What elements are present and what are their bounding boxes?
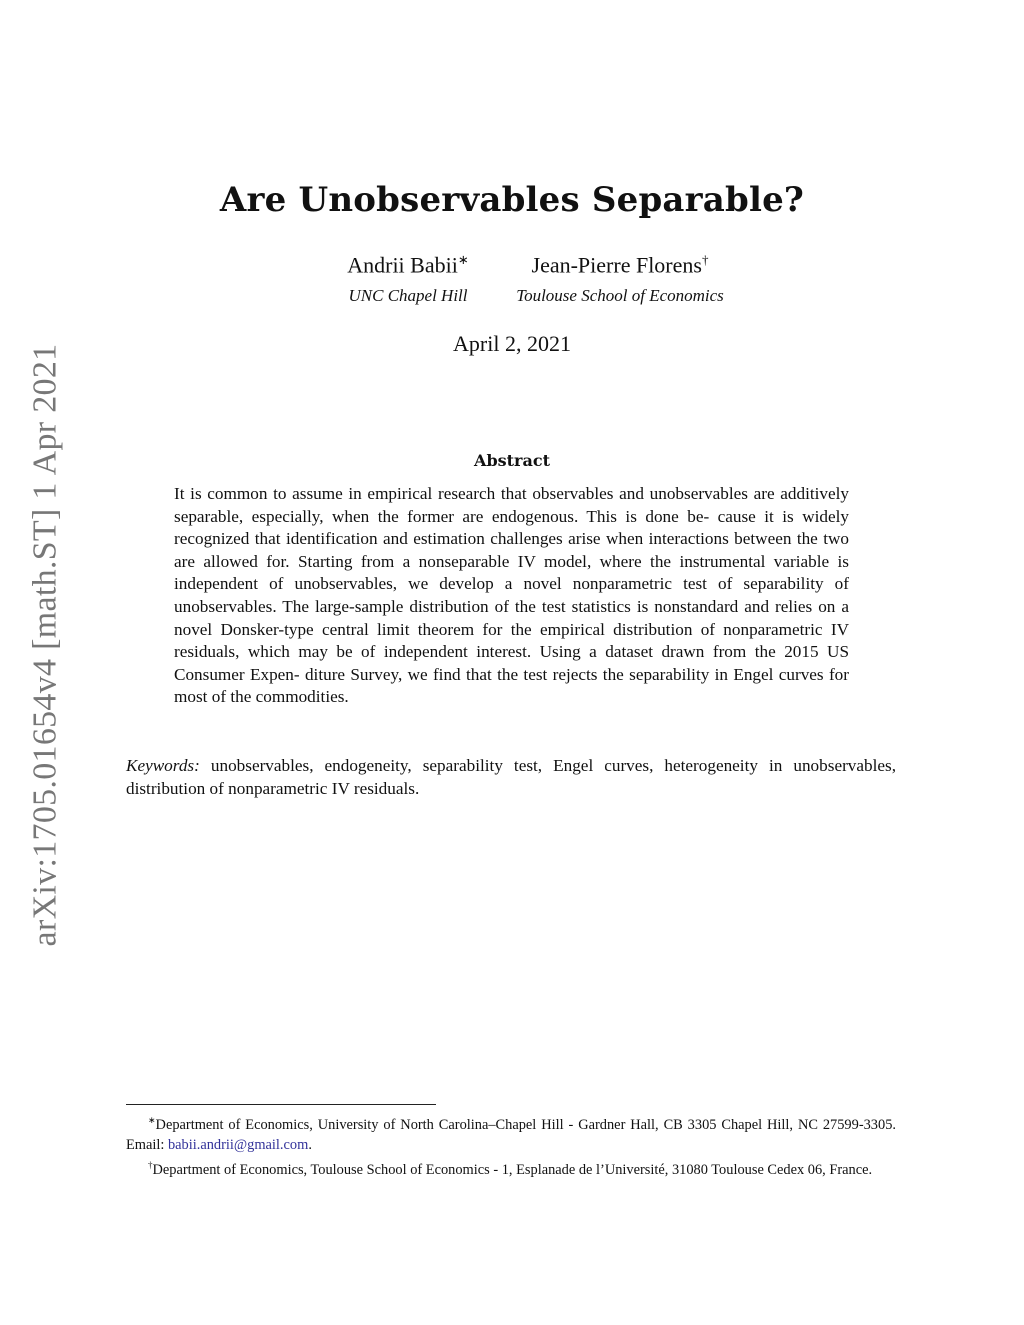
author-name-2: Jean-Pierre Florens†	[531, 252, 709, 278]
author-name-1: Andrii Babii∗	[347, 252, 469, 278]
arxiv-identifier-stamp	[24, 345, 66, 945]
footnotes	[126, 1110, 896, 1180]
paper-title: Are Unobservables Separable?	[219, 180, 805, 220]
footnote-1: ∗Department of Economics, University of North Carolina–Chapel Hill - Gardner Hall, CB 3305 Chapel Hill, NC 27599-3305. Email: babii.andrii@gmail.com.	[126, 1115, 896, 1153]
author-email-link[interactable]: babii.andrii@gmail.com	[167, 1136, 309, 1153]
author-affiliation-1: UNC Chapel Hill	[348, 286, 468, 306]
footnote-2: †Department of Economics, Toulouse School of Economics - 1, Esplanade de l’Université, 31080 Toulouse Cedex 06, France.	[148, 1159, 873, 1178]
abstract-text: It is common to assume in empirical research that observables and unobservables are additively separable, especially, when the former are endogenous. This is done be- cause it is widely recognized that identification and estimation challenges arise when interactions between the two are allowed for. Starting from a nonseparable IV model, where the instrumental variable is independent of unobservables, we develop a novel nonparametric test of separability of unobservables. The large-sample distribution of the test statistics is nonstandard and relies on a novel Donsker-type central limit theorem for the empirical distribution of nonparametric IV residuals, which may be of independent interest. Using a dataset drawn from the 2015 US Consumer Expen- diture Survey, we find that the test rejects the separability in Engel curves for most of the commodities.	[174, 484, 849, 707]
arxiv-stamp-text: arXiv:1705.01654v4 [math.ST] 1 Apr 2021	[26, 343, 63, 947]
keywords-paragraph	[126, 754, 896, 800]
author-affiliation-2: Toulouse School of Economics	[516, 286, 724, 306]
author-block-2	[490, 252, 750, 306]
keywords-label: Keywords:	[126, 756, 200, 775]
keywords-text: unobservables, endogeneity, separability test, Engel curves, heterogeneity in unobservables, distribution of nonparametric IV residuals.	[126, 756, 896, 798]
footnote-divider	[126, 1104, 436, 1105]
publication-date: April 2, 2021	[453, 331, 571, 356]
abstract-heading: Abstract	[474, 451, 550, 470]
